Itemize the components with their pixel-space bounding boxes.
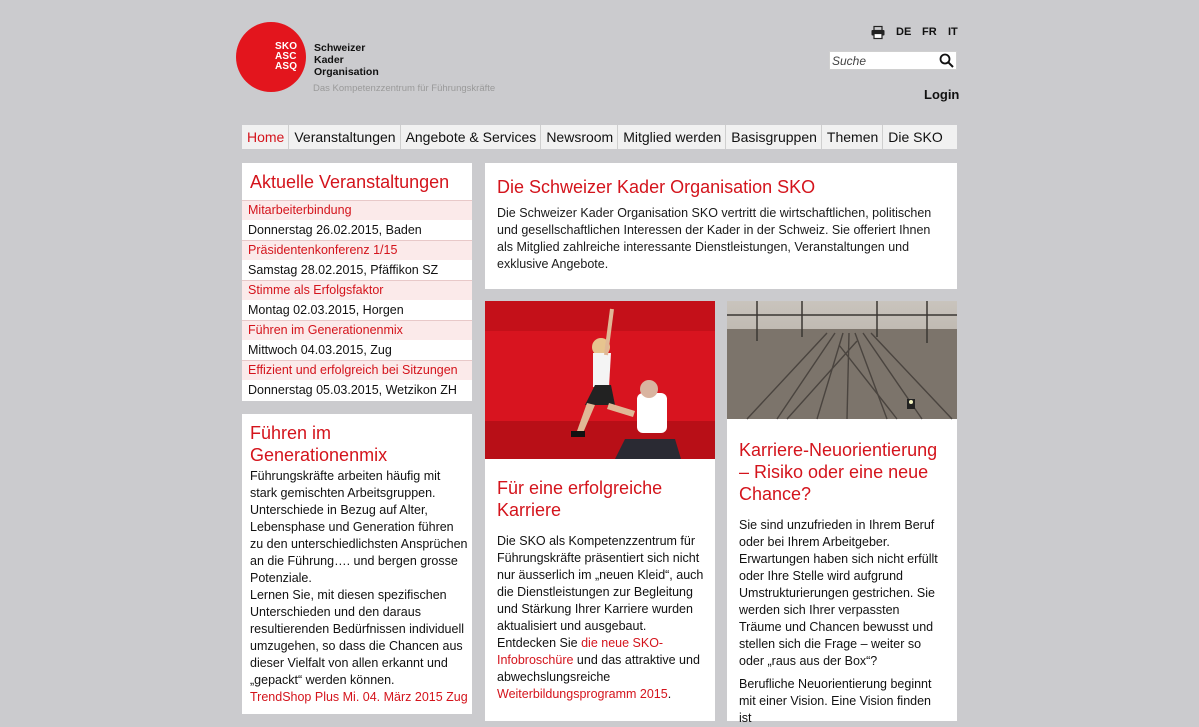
- event-item[interactable]: [242, 320, 472, 360]
- career-card: [485, 301, 715, 721]
- article-paragraph: Führungskräfte arbeiten häufig mit stark gemischten Arbeitsgruppen. Unterschiede in Bezug auf Alter, Lebensphase und Generation führen zu den unterschiedlichsten Ansprüchen an die Führung…. und bergen grosse Potenziale.: [250, 469, 468, 585]
- search-box: [829, 51, 957, 70]
- lang-de[interactable]: DE: [896, 26, 912, 38]
- event-title[interactable]: Effizient und erfolgreich bei Sitzungen: [242, 361, 472, 380]
- reorient-card: [727, 301, 957, 725]
- career-text-part: und das attraktive und abwechslungsreiche: [497, 653, 700, 684]
- career-text: [497, 533, 707, 703]
- article-paragraph: Lernen Sie, mit diesen spezifischen Unterschieden und den daraus resultierenden Bedürfnissen individuell umzugehen, so dass die Chancen aus dieser Vielfalt von allen erkannt und „gepackt“ werden können.: [250, 588, 465, 687]
- events-box: [242, 163, 472, 401]
- weiterbildung-link[interactable]: Weiterbildungsprogramm 2015: [497, 687, 668, 701]
- event-title[interactable]: Stimme als Erfolgsfaktor: [242, 281, 472, 300]
- infobroschuere-link[interactable]: die neue SKO-Infobroschüre: [497, 636, 664, 667]
- event-title[interactable]: Führen im Generationenmix: [242, 321, 472, 340]
- event-title[interactable]: Mitarbeiterbindung: [242, 201, 472, 220]
- event-title[interactable]: Präsidentenkonferenz 1/15: [242, 241, 472, 260]
- nav-basisgruppen[interactable]: Basisgruppen: [726, 125, 822, 149]
- event-item[interactable]: [242, 360, 472, 400]
- event-date: Donnerstag 05.03.2015, Wetzikon ZH: [248, 383, 457, 397]
- nav-angebote-services[interactable]: Angebote & Services: [401, 125, 542, 149]
- article-box: [242, 414, 472, 714]
- sko-logo[interactable]: [236, 22, 306, 92]
- event-date: Montag 02.03.2015, Horgen: [248, 303, 404, 317]
- tagline: Das Kompetenzzentrum für Führungskräfte: [313, 83, 496, 94]
- lang-fr[interactable]: FR: [922, 26, 937, 38]
- intro-text: Die Schweizer Kader Organisation SKO vertritt die wirtschaftlichen, politischen und gesellschaftlichen Interessen der Kader in der Schweiz. Sie offeriert Ihnen als Mitglied zahlreiche interessante Dienstleistungen, Veranstaltungen und exklusive Angebote.: [497, 206, 932, 271]
- railway-photo[interactable]: [727, 301, 957, 419]
- logo-abbreviation: [275, 42, 297, 72]
- event-item[interactable]: [242, 240, 472, 280]
- logo-abbr-line: ASC: [275, 51, 297, 62]
- reorient-title[interactable]: Karriere-Neuorientierung – Risiko oder eine neue Chance?: [739, 440, 938, 504]
- reorient-paragraph: Sie sind unzufrieden in Ihrem Beruf oder bei Ihrem Arbeitgeber. Erwartungen haben sich nicht erfüllt oder Ihre Stelle wird aufgrund Umstrukturierungen gestrichen. Sie werden sich Ihrer verpassten Träume und Chancen bewusst und stellen sich die Frage – weiter so oder „raus aus der Box“?: [739, 518, 938, 668]
- intro-title: Die Schweizer Kader Organisation SKO: [497, 177, 816, 197]
- logo-name-line: Kader: [314, 54, 344, 66]
- nav-die-sko[interactable]: Die SKO: [888, 129, 943, 145]
- event-date: Mittwoch 04.03.2015, Zug: [248, 343, 392, 357]
- search-input[interactable]: [830, 53, 936, 70]
- event-date: Donnerstag 26.02.2015, Baden: [248, 223, 422, 237]
- logo-abbr-line: SKO: [275, 41, 298, 52]
- nav-home[interactable]: Home: [242, 125, 289, 149]
- nav-mitglied-werden[interactable]: Mitglied werden: [618, 125, 726, 149]
- career-text-part: Die SKO als Kompetenzzentrum für Führungskräfte präsentiert sich nicht nur äusserlich im „neuen Kleid“, auch die Dienstleistungen zur Begleitung und Stärkung Ihrer Karriere wurden aktualisiert und ausgebaut. Entdecken Sie: [497, 534, 704, 650]
- login-link[interactable]: Login: [924, 87, 960, 102]
- event-item[interactable]: [242, 200, 472, 240]
- print-icon[interactable]: [871, 26, 885, 39]
- event-date: Samstag 28.02.2015, Pfäffikon SZ: [248, 263, 439, 277]
- intro-box: [485, 163, 957, 289]
- article-title[interactable]: Führen im Generationenmix: [250, 423, 388, 465]
- logo-name-line: Organisation: [314, 66, 379, 78]
- article-link[interactable]: TrendShop Plus Mi. 04. März 2015 Zug: [250, 690, 468, 704]
- lang-it[interactable]: IT: [948, 26, 958, 38]
- search-icon[interactable]: [939, 53, 954, 68]
- career-title[interactable]: Für eine erfolgreiche Karriere: [497, 478, 663, 520]
- main-nav: [242, 125, 957, 149]
- nav-themen[interactable]: Themen: [822, 125, 883, 149]
- event-item[interactable]: [242, 280, 472, 320]
- logo-abbr-line: ASQ: [275, 61, 298, 72]
- reorient-paragraph: Berufliche Neuorientierung beginnt mit einer Vision. Eine Vision finden ist: [739, 677, 932, 725]
- events-title: Aktuelle Veranstaltungen: [250, 172, 450, 192]
- logo-name[interactable]: [314, 42, 379, 78]
- career-photo[interactable]: [485, 301, 715, 459]
- logo-name-line: Schweizer: [314, 42, 366, 54]
- nav-veranstaltungen[interactable]: Veranstaltungen: [289, 125, 400, 149]
- career-text-part: .: [667, 687, 672, 701]
- nav-newsroom[interactable]: Newsroom: [541, 125, 618, 149]
